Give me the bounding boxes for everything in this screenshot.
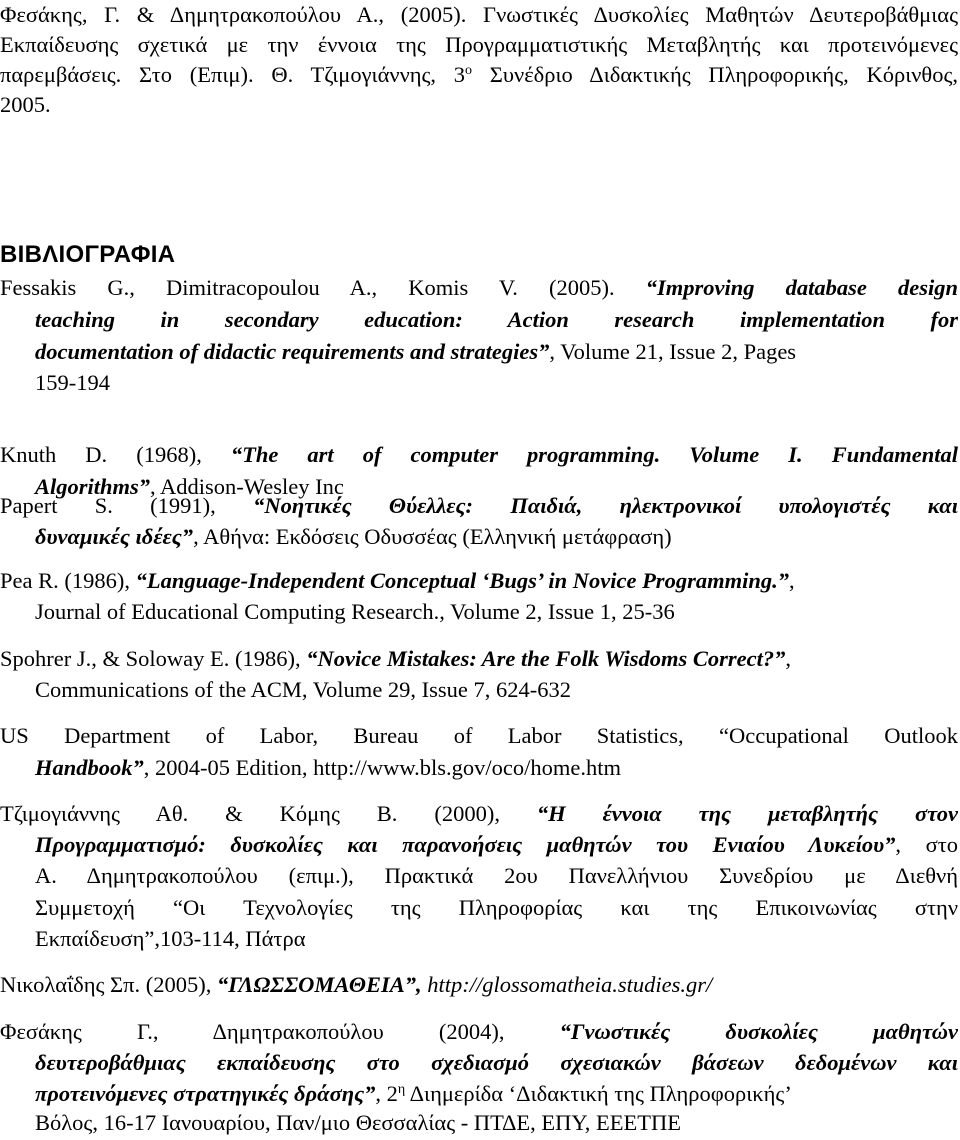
ref-tzimogiannis-sto: , στο bbox=[895, 832, 958, 857]
ref-fessakis-volume: , Volume 21, Issue 2, Pages bbox=[549, 339, 797, 364]
intro-line-2 bbox=[0, 30, 958, 60]
ref-fesakis-line-3 bbox=[35, 1079, 792, 1109]
ref-fesakis-line-1 bbox=[0, 1017, 958, 1047]
ref-fessakis-line-4 bbox=[35, 368, 110, 398]
intro-text-3a: παρεμβάσεις. Στο (Επιμ). Θ. Τζιμογιάννης, 3 bbox=[0, 62, 466, 87]
ref-tzimogiannis-title-2: Προγραμματισμό: δυσκολίες και παρανοήσεις μαθητών του Ενιαίου Λυκείου” bbox=[35, 832, 896, 857]
ref-knuth-title-2: Algorithms” bbox=[35, 474, 151, 499]
ref-usdol-text-1: US Department of Labor, Bureau of Labor Statistics, “Occupational Outlook bbox=[0, 723, 958, 748]
ref-spohrer-journal: Communications of the ACM, Volume 29, Issue 7, 624-632 bbox=[35, 677, 572, 702]
ref-fessakis-line-2 bbox=[35, 305, 958, 335]
ref-fesakis-title-2: δευτεροβάθμιας εκπαίδευσης στο σχεδιασμό σχεσιακών βάσεων δεδομένων και bbox=[35, 1050, 958, 1075]
ref-papert-publisher: , Αθήνα: Εκδόσεις Οδυσσέας (Ελληνική μετάφραση) bbox=[193, 524, 672, 549]
ref-papert-title-2: δυναμικές ιδέες” bbox=[35, 524, 194, 549]
ref-fessakis-title-2: teaching in secondary education: Action research implementation for bbox=[35, 307, 958, 332]
ref-fesakis-number: , 2 bbox=[375, 1081, 398, 1106]
ref-fesakis-line-4 bbox=[35, 1108, 681, 1138]
ref-tzimogiannis-text-4: Συμμετοχή “Οι Τεχνολογίες της Πληροφορίας και της Επικοινωνίας στην bbox=[35, 895, 958, 920]
ref-spohrer-authors: Spohrer J., & Soloway E. (1986), bbox=[0, 646, 307, 671]
ref-tzimogiannis-title-1: “Η έννοια της μεταβλητής στον bbox=[536, 801, 958, 826]
ref-fessakis-line-1 bbox=[0, 273, 958, 303]
ref-papert-line-2 bbox=[35, 522, 672, 552]
intro-text-3b: Συνέδριο Διδακτικής Πληροφορικής, Κόρινθος, bbox=[472, 62, 958, 87]
ref-knuth-title-1: “The art of computer programming. Volume I. Fundamental bbox=[230, 442, 958, 467]
ref-pea-title: “Language-Independent Conceptual ‘Bugs’ in Novice Programming.” bbox=[135, 568, 789, 593]
ref-spohrer-title: “Novice Mistakes: Are the Folk Wisdoms Correct?” bbox=[306, 646, 786, 671]
ref-fesakis-event: Διημερίδα ‘Διδακτική της Πληροφορικής’ bbox=[405, 1081, 792, 1106]
ref-usdol-line-1 bbox=[0, 721, 958, 751]
ref-pea-authors: Pea R. (1986), bbox=[0, 568, 136, 593]
ref-nikolaidis-authors: Νικολαΐδης Σπ. (2005), bbox=[0, 972, 217, 997]
ref-fesakis-title-3: προτεινόμενες στρατηγικές δράσης” bbox=[35, 1081, 376, 1106]
ref-tzimogiannis-text-5: Εκπαίδευση”,103-114, Πάτρα bbox=[35, 926, 306, 951]
ref-knuth-publisher: , Addison-Wesley Inc bbox=[150, 474, 344, 499]
ref-usdol-line-2 bbox=[35, 753, 621, 783]
ref-fessakis-title-3: documentation of didactic requirements and strategies” bbox=[35, 339, 550, 364]
ref-papert-authors: Papert S. (1991), bbox=[0, 493, 254, 518]
intro-line-4 bbox=[0, 90, 51, 120]
ref-nikolaidis-url: http://glossomatheia.studies.gr/ bbox=[421, 972, 713, 997]
ref-pea-line-2 bbox=[35, 597, 675, 627]
ref-spohrer-comma: , bbox=[785, 646, 792, 671]
ref-fesakis-authors: Φεσάκης Γ., Δημητρακοπούλου (2004), bbox=[0, 1019, 560, 1044]
ref-fesakis-title-1: “Γνωστικές δυσκολίες μαθητών bbox=[559, 1019, 958, 1044]
ref-tzimogiannis-authors: Τζιμογιάννης Αθ. & Κόμης Β. (2000), bbox=[0, 801, 537, 826]
ref-usdol-edition: , 2004-05 Edition, http://www.bls.gov/oco/home.htm bbox=[143, 755, 622, 780]
ref-fesakis-superscript: η bbox=[397, 1082, 406, 1097]
ref-tzimogiannis-line-4 bbox=[35, 893, 958, 923]
ref-nikolaidis-title: “ΓΛΩΣΣΟΜΑΘΕΙΑ”, bbox=[217, 972, 422, 997]
ref-pea-line-1 bbox=[0, 566, 795, 596]
intro-text-2: Εκπαίδευσης σχετικά με την έννοια της Προγραμματιστικής Μεταβλητής και προτεινόμενες bbox=[0, 32, 958, 57]
ref-usdol-title: Handbook” bbox=[35, 755, 144, 780]
ref-nikolaidis-line-1 bbox=[0, 970, 712, 1000]
intro-text-4: 2005. bbox=[0, 92, 51, 117]
ref-fesakis-venue: Βόλος, 16-17 Ιανουαρίου, Παν/μιο Θεσσαλίας - ΠΤΔΕ, ΕΠΥ, ΕΕΕΤΠΕ bbox=[35, 1110, 681, 1135]
ref-tzimogiannis-line-3 bbox=[35, 861, 958, 891]
ref-knuth-line-1 bbox=[0, 440, 958, 470]
ref-pea-journal: Journal of Educational Computing Research. bbox=[35, 599, 440, 624]
ref-pea-volume: , Volume 2, Issue 1, 25-36 bbox=[439, 599, 675, 624]
ref-pea-comma: , bbox=[788, 568, 795, 593]
bibliography-heading: ΒΙΒΛΙΟΓΡΑΦΙΑ bbox=[0, 241, 176, 268]
ref-tzimogiannis-line-1 bbox=[0, 799, 958, 829]
ref-papert-line-1b bbox=[0, 491, 958, 521]
intro-line-1 bbox=[0, 0, 958, 30]
intro-superscript: ο bbox=[465, 63, 473, 78]
ref-tzimogiannis-line-2 bbox=[35, 830, 958, 860]
ref-spohrer-line-1 bbox=[0, 644, 791, 674]
intro-line-3 bbox=[0, 60, 958, 90]
ref-fessakis-title-1: “Improving database design bbox=[645, 275, 958, 300]
ref-fessakis-line-3 bbox=[35, 337, 796, 367]
ref-spohrer-line-2 bbox=[35, 675, 571, 705]
intro-text-1: Φεσάκης, Γ. & Δημητρακοπούλου Α., (2005). Γνωστικές Δυσκολίες Μαθητών Δευτεροβάθμιας bbox=[0, 2, 958, 27]
ref-tzimogiannis-text-3: Α. Δημητρακοπούλου (επιμ.), Πρακτικά 2ου Πανελλήνιου Συνεδρίου με Διεθνή bbox=[35, 863, 958, 888]
ref-knuth-authors: Knuth D. (1968), bbox=[0, 442, 231, 467]
ref-fesakis-line-2 bbox=[35, 1048, 958, 1078]
ref-fessakis-pages: 159-194 bbox=[35, 370, 110, 395]
ref-papert-title-1: “Νοητικές Θύελλες: Παιδιά, ηλεκτρονικοί υπολογιστές και bbox=[253, 493, 958, 518]
ref-tzimogiannis-line-5 bbox=[35, 924, 305, 954]
ref-fessakis-authors: Fessakis G., Dimitracopoulou A., Komis V. (2005). bbox=[0, 275, 646, 300]
